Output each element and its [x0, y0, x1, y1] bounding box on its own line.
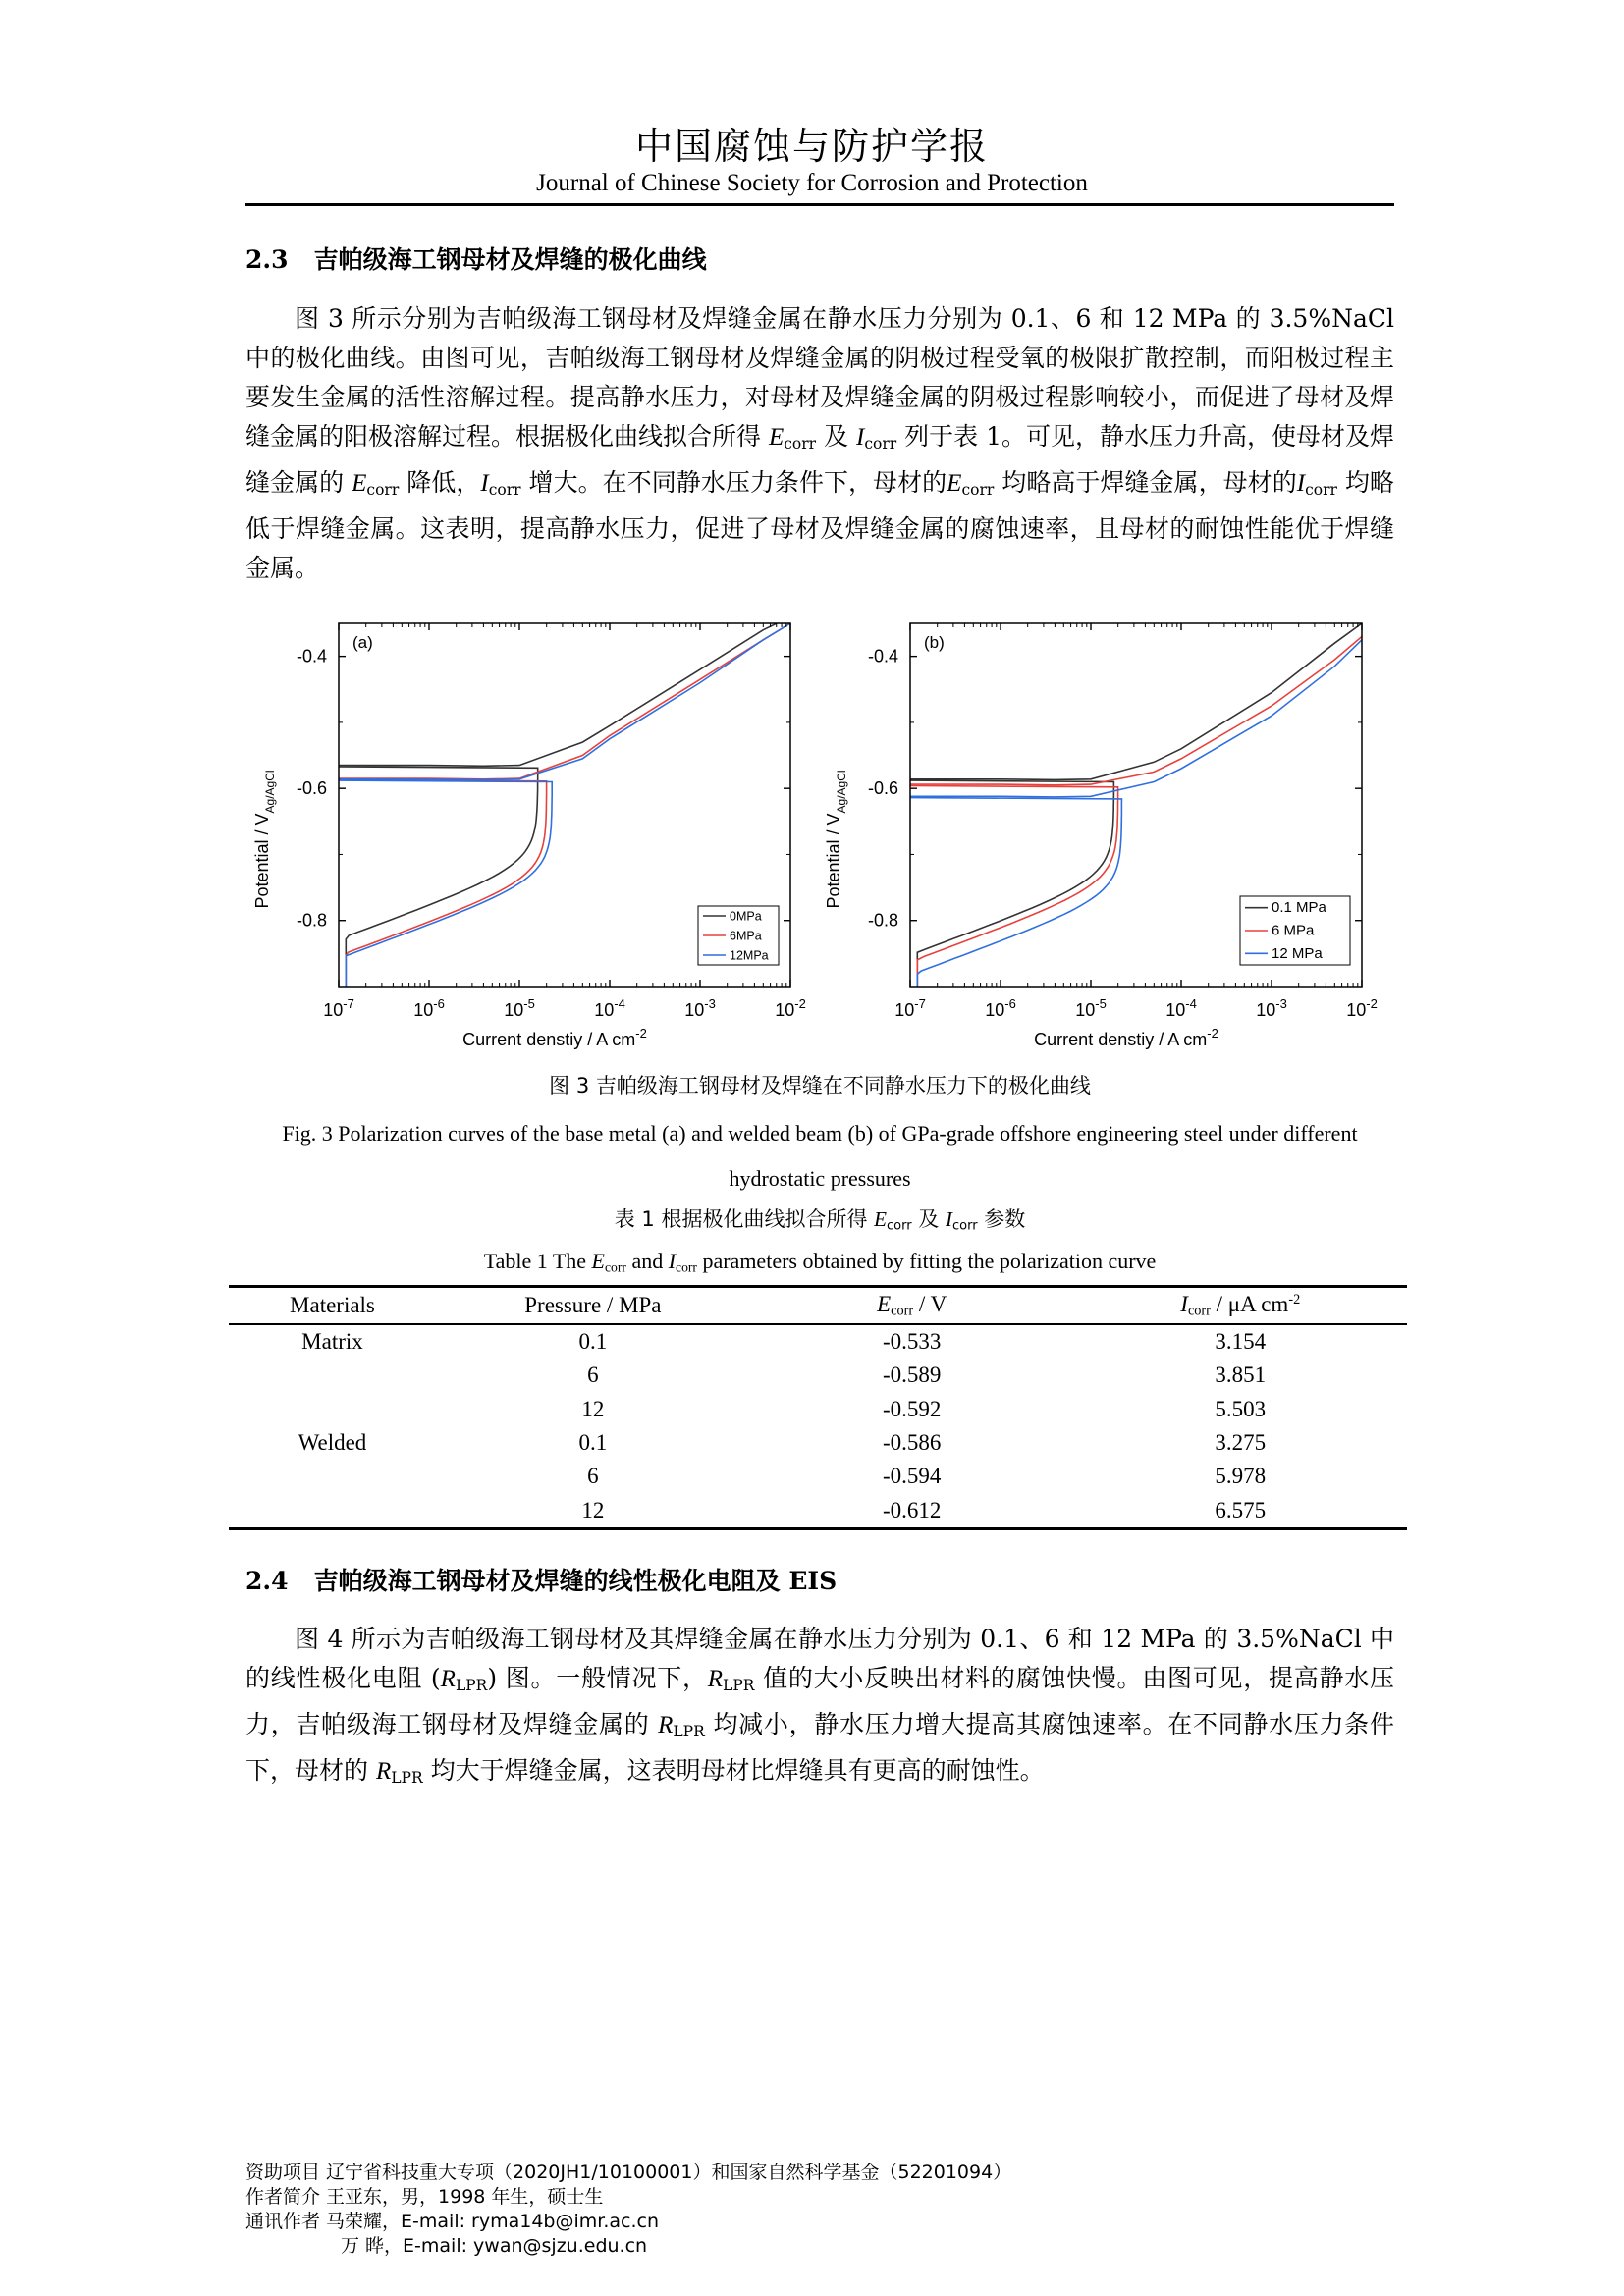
x-tick-label: $10^{-4}$ [594, 996, 625, 1020]
table-cell-pressure: 12 [581, 1396, 605, 1421]
symbol: R [440, 1666, 456, 1692]
panel-label: (b) [924, 633, 945, 652]
footnote-corresponding-2: 万 晔，E-mail: ywan@sjzu.edu.cn [341, 2235, 648, 2257]
table-row [229, 1324, 1407, 1359]
table-cell-ecorr: -0.589 [882, 1362, 942, 1388]
y-tick-label: -0.6 [296, 778, 327, 799]
legend-label: 0.1 MPa [1272, 899, 1326, 917]
y-axis-label: Potential / $V_{Ag/AgCl}$ [824, 770, 848, 909]
table-cell-pressure: 0.1 [578, 1329, 608, 1355]
unit: / V [913, 1291, 947, 1316]
series-line-cathodic-0 [910, 780, 1113, 987]
table-cell-material [229, 1359, 436, 1392]
table-body [229, 1324, 1407, 1528]
section-title: 吉帕级海工钢母材及焊缝的线性极化电阻及 EIS [313, 1567, 838, 1595]
symbol-sub: corr [676, 1259, 697, 1275]
para-text: 均大于焊缝金属，这表明母材比焊缝具有更高的耐蚀性。 [430, 1755, 1045, 1785]
symbol: E [877, 1291, 892, 1316]
section-2-3-paragraph [245, 299, 1394, 588]
symbol: I [480, 469, 489, 497]
para-text: 值的大小反映出材料的腐蚀快慢。由图可见，提高静水压力，吉帕级海工钢母材及焊缝金属的 [245, 1664, 1395, 1738]
table-title-text: and [631, 1249, 664, 1273]
symbol: R [707, 1666, 724, 1692]
symbol-sub: corr [605, 1259, 626, 1275]
symbol-sub: corr [488, 480, 521, 499]
figure-caption-en: Fig. 3 Polarization curves of the base metal (a) and welded beam (b) of GPa-grade offshore engineering steel under different hydrostatic pressures [282, 1121, 1358, 1191]
symbol-sub: corr [366, 480, 400, 499]
symbol: I [668, 1249, 677, 1273]
symbol-sub: corr [886, 1218, 912, 1234]
journal-title-cn: 中国腐蚀与防护学报 [634, 125, 989, 168]
y-tick-label: -0.4 [296, 646, 327, 667]
table-title-text: 及 [918, 1207, 940, 1231]
symbol-sub: corr [1305, 480, 1337, 499]
x-tick-label: $10^{-2}$ [1346, 996, 1378, 1020]
section-2-4-heading [245, 1562, 837, 1597]
panel-label: (a) [352, 633, 373, 652]
para-text: 均略低于焊缝金属。这表明，提高静水压力，促进了母材及焊缝金属的腐蚀速率，且母材的耐蚀性能优于焊缝金属。 [245, 467, 1394, 582]
para-text: 增大。在不同静水压力条件下，母材的 [528, 467, 947, 497]
table-title-en [245, 1249, 1394, 1275]
unit-exponent: -2 [1288, 1291, 1301, 1308]
symbol: I [856, 424, 865, 451]
symbol-sub: corr [1187, 1303, 1211, 1319]
x-axis-label: Current denstiy / A $cm^{-2}$ [1034, 1026, 1218, 1049]
legend-label: 6 MPa [1272, 922, 1315, 939]
symbol: R [658, 1711, 674, 1738]
footnote-author: 作者简介 王亚东，男，1998 年生，硕士生 [245, 2186, 604, 2208]
table-cell-ecorr: -0.533 [882, 1329, 942, 1355]
table-cell-icorr: 3.154 [1215, 1329, 1267, 1355]
symbol: I [1296, 469, 1306, 497]
table-cell-pressure: 12 [436, 1493, 750, 1528]
section-number: 2.3 [245, 245, 289, 274]
symbol: I [945, 1207, 952, 1231]
para-text: 列于表 1。可见，静水压力升高，使母材及焊缝金属的 [245, 422, 1394, 497]
symbol-sub: LPR [673, 1722, 705, 1740]
x-tick-label: $10^{-3}$ [1256, 996, 1287, 1020]
table-cell-ecorr: -0.586 [882, 1430, 942, 1456]
footnote-corresponding: 通讯作者 马荣耀，E-mail: ryma14b@imr.ac.cn [245, 2211, 660, 2232]
table-cell-pressure: 0.1 [578, 1430, 608, 1456]
para-text: 均减小，静水压力增大提高其腐蚀速率。在不同静水压力条件下，母材的 [245, 1709, 1394, 1785]
table-cell-ecorr: -0.594 [882, 1464, 942, 1489]
series-line-anodic-2 [910, 640, 1362, 797]
para-text: 及 [824, 422, 849, 451]
journal-title-en: Journal of Chinese Society for Corrosion and Protection [536, 170, 1088, 196]
x-tick-label: $10^{-6}$ [413, 996, 445, 1020]
table-cell-icorr: 3.851 [1215, 1362, 1267, 1388]
table-row [229, 1426, 1407, 1460]
figure-caption-cn: 图 3 吉帕级海工钢母材及焊缝在不同静水压力下的极化曲线 [549, 1074, 1091, 1097]
table-cell-material [229, 1393, 436, 1426]
y-tick-label: -0.6 [867, 778, 898, 799]
series-line-anodic-1 [339, 623, 790, 779]
symbol: E [874, 1207, 887, 1231]
y-axis-label: Potential / $V_{Ag/AgCl}$ [252, 770, 277, 909]
table-title-cn [245, 1203, 1394, 1233]
table-cell-material [229, 1460, 436, 1493]
legend-label: 6MPa [730, 929, 762, 943]
table-title-text: 表 1 根据极化曲线拟合所得 [614, 1207, 868, 1231]
section-number: 2.4 [245, 1567, 289, 1595]
section-2-4-paragraph [245, 1620, 1394, 1797]
symbol-sub: corr [784, 434, 817, 453]
series-line-anodic-1 [910, 637, 1362, 785]
series-line-cathodic-0 [339, 767, 538, 987]
header-materials: Materials [229, 1287, 436, 1325]
table-title-text: Table 1 The [483, 1249, 587, 1273]
x-tick-label: $10^{-5}$ [1075, 996, 1107, 1020]
symbol: E [768, 424, 785, 451]
symbol: E [591, 1249, 605, 1273]
series-line-anodic-0 [339, 616, 790, 766]
symbol-sub: corr [961, 480, 995, 499]
table-row [229, 1460, 1407, 1493]
symbol-sub: LPR [391, 1768, 423, 1787]
para-text: 均略高于焊缝金属，母材的 [1001, 467, 1297, 497]
series-line-cathodic-2 [910, 798, 1122, 987]
table-title-text: 参数 [984, 1207, 1026, 1231]
para-text: 图 4 所示为吉帕级海工钢母材及其焊缝金属在静水压力分别为 0.1、6 和 12 MPa 的 3.5%NaCl 中的线性极化电阻 ( [245, 1625, 1394, 1692]
table-row [229, 1493, 1407, 1528]
x-tick-label: $10^{-3}$ [684, 996, 716, 1020]
table-cell-ecorr: -0.592 [882, 1396, 942, 1421]
y-tick-label: -0.8 [296, 910, 327, 931]
header-divider [245, 203, 1394, 206]
symbol: I [1180, 1291, 1188, 1316]
series-line-cathodic-1 [339, 779, 547, 987]
y-tick-label: -0.4 [867, 646, 898, 667]
header-icorr [1073, 1287, 1407, 1325]
symbol-sub: corr [951, 1218, 978, 1234]
table-cell-icorr: 3.275 [1215, 1430, 1267, 1456]
parameters-table [229, 1285, 1407, 1530]
x-axis-label: Current denstiy / A $cm^{-2}$ [462, 1026, 647, 1049]
table-header-row [229, 1287, 1407, 1325]
table-cell-icorr: 6.575 [1073, 1493, 1407, 1528]
symbol-sub: LPR [455, 1676, 488, 1694]
para-text: 降低， [406, 467, 481, 497]
table-cell-material [229, 1493, 436, 1528]
x-tick-label: $10^{-7}$ [894, 996, 926, 1020]
table-cell-pressure: 6 [587, 1464, 599, 1489]
symbol: R [375, 1757, 392, 1785]
section-2-3-heading [245, 240, 707, 276]
symbol-sub: corr [891, 1303, 914, 1319]
series-line-cathodic-1 [910, 786, 1118, 988]
series-line-anodic-0 [910, 623, 1362, 779]
table-cell-material: Welded [298, 1430, 367, 1456]
legend-label: 12 MPa [1272, 944, 1323, 962]
table-row [229, 1393, 1407, 1426]
x-tick-label: $10^{-5}$ [504, 996, 535, 1020]
para-text: 图 3 所示分别为吉帕级海工钢母材及焊缝金属在静水压力分别为 0.1、6 和 12 MPa 的 3.5%NaCl 中的极化曲线。由图可见，吉帕级海工钢母材及焊缝金属的阴极过程受氧的极限扩散控制，而阳极过程主要发生金属的活性溶解过程。提高静水压力，对母材及焊缝金属的阴极过程影响较小，而促进了母材及焊缝金属的阳极溶解过程。根据极化曲线拟合所得 [245, 304, 1394, 451]
table-title-text: parameters obtained by fitting the polarization curve [702, 1249, 1157, 1273]
header-pressure: Pressure / MPa [436, 1287, 750, 1325]
symbol-sub: LPR [723, 1676, 755, 1694]
x-tick-label: $10^{-4}$ [1165, 996, 1197, 1020]
table-cell-material: Matrix [301, 1329, 363, 1355]
table-cell-ecorr: -0.612 [750, 1493, 1074, 1528]
header-ecorr [750, 1287, 1074, 1325]
series-line-cathodic-2 [339, 780, 552, 987]
footnote-funding: 资助项目 辽宁省科技重大专项（2020JH1/10100001）和国家自然科学基金（52201094） [245, 2162, 1012, 2183]
table-cell-icorr: 5.503 [1215, 1396, 1267, 1421]
x-tick-label: $10^{-6}$ [985, 996, 1016, 1020]
legend-label: 12MPa [730, 948, 769, 963]
para-text: ) 图。一般情况下， [487, 1664, 708, 1692]
x-tick-label: $10^{-2}$ [775, 996, 806, 1020]
legend-label: 0MPa [730, 909, 762, 924]
symbol-sub: corr [864, 434, 897, 453]
unit: / μA cm [1210, 1291, 1289, 1316]
y-tick-label: -0.8 [867, 910, 898, 931]
table-cell-icorr: 5.978 [1215, 1464, 1267, 1489]
polarization-chart-a [245, 614, 810, 1055]
table-cell-pressure: 6 [587, 1362, 599, 1388]
x-tick-label: $10^{-7}$ [323, 996, 354, 1020]
polarization-chart-b [817, 614, 1381, 1055]
section-title: 吉帕级海工钢母材及焊缝的极化曲线 [313, 245, 707, 274]
table-row [229, 1359, 1407, 1392]
series-line-anodic-2 [339, 623, 790, 779]
symbol: E [352, 469, 367, 497]
symbol: E [947, 469, 962, 497]
